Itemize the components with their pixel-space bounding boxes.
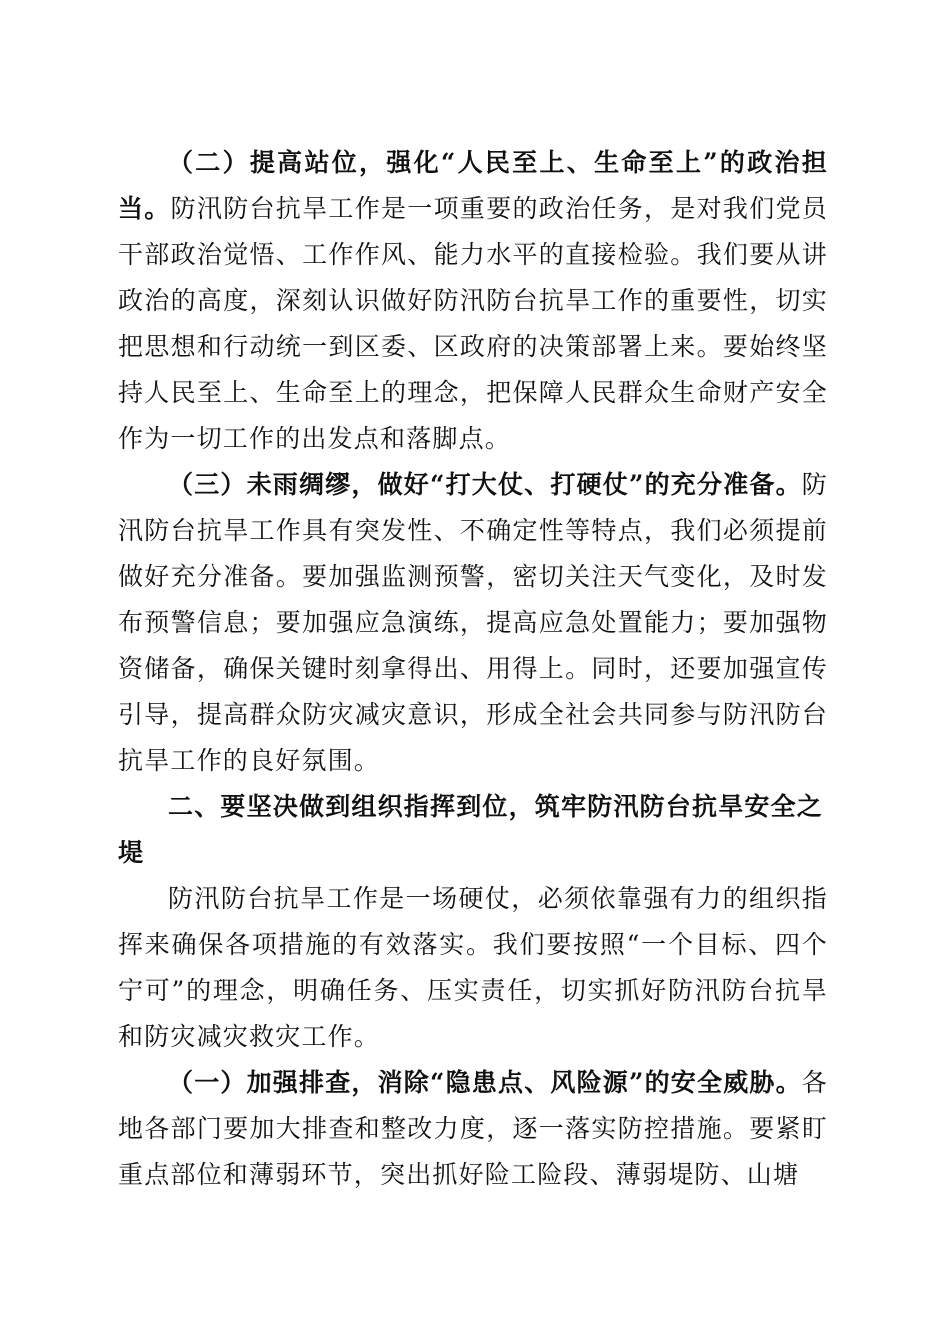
paragraph-strengthen-inspection — [118, 1060, 828, 1198]
paragraph-text: 防汛防台抗旱工作是一项重要的政治任务，是对我们党员干部政治觉悟、工作作风、能力水平的直接检验。我们要从讲政治的高度，深刻认识做好防汛防台抗旱工作的重要性，切实把思想和行动统一到区委、区政府的决策部署上来。要始终坚持人民至上、生命至上的理念，把保障人民群众生命财产安全作为一切工作的出发点和落脚点。 — [118, 194, 828, 453]
paragraph-text: 各地各部门要加大排查和整改力度，逐一落实防控措施。要紧盯重点部位和薄弱环节，突出抓好险工险段、薄弱堤防、山塘 — [118, 1068, 828, 1189]
section-heading-organization-command: 二、要坚决做到组织指挥到位，筑牢防汛防台抗旱安全之堤 — [118, 792, 824, 867]
subheading-prepare-ahead: （三）未雨绸缪，做好“打大仗、打硬仗”的充分准备。 — [168, 470, 802, 499]
subheading-strengthen-inspection: （一）加强排查，消除“隐患点、风险源”的安全威胁。 — [168, 1068, 802, 1097]
paragraph-text: 防汛防台抗旱工作具有突发性、不确定性等特点，我们必须提前做好充分准备。要加强监测预警，密切关注天气变化，及时发布预警信息；要加强应急演练，提高应急处置能力；要加强物资储备，确保关键时刻拿得出、用得上。同时，还要加强宣传引导，提高群众防灾减灾意识，形成全社会共同参与防汛防台抗旱工作的良好氛围。 — [118, 470, 828, 775]
paragraph-organization-command: 防汛防台抗旱工作是一场硬仗，必须依靠强有力的组织指挥来确保各项措施的有效落实。我们要按照“一个目标、四个宁可”的理念，明确任务、压实责任，切实抓好防汛防台抗旱和防灾减灾救灾工作。 — [118, 884, 828, 1051]
paragraph-raise-position — [118, 140, 828, 462]
document-body — [118, 140, 828, 1198]
subheading-raise-position: （二）提高站位，强化“人民至上、生命至上”的政治担当。 — [118, 148, 828, 223]
paragraph-prepare-ahead — [118, 462, 828, 784]
